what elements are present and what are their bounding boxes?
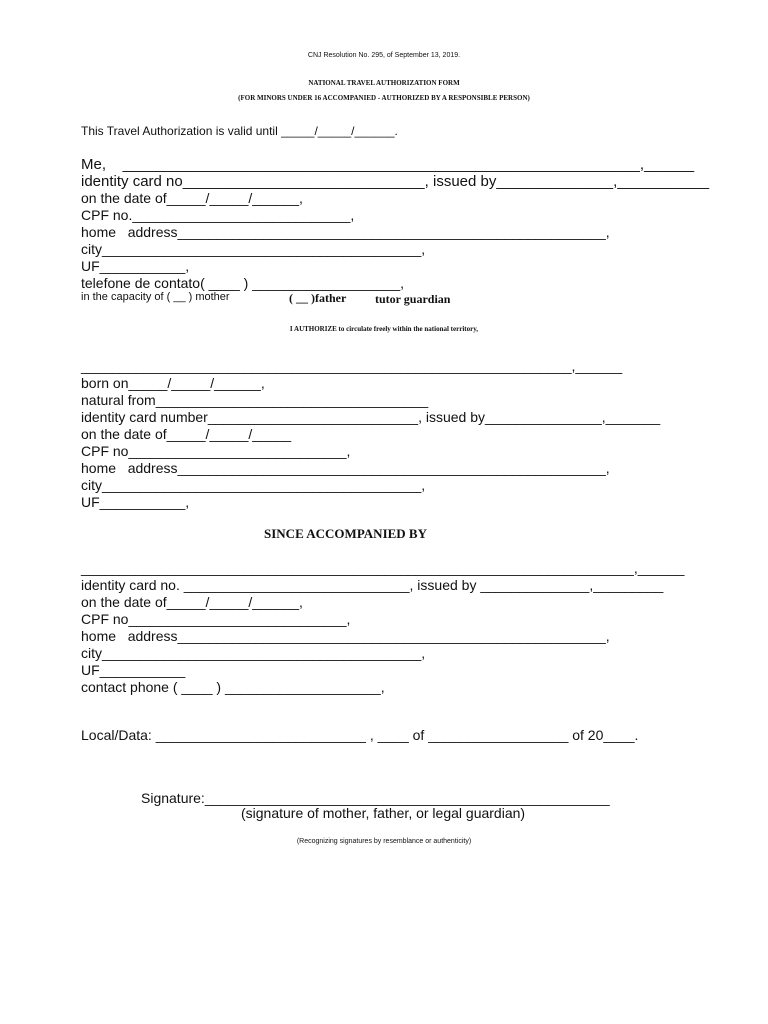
capacity-father-option[interactable]: ( __ )father (289, 291, 347, 305)
companion-name-field[interactable]: _______________________________________________________________________,______ (81, 560, 685, 576)
authorize-heading: I AUTHORIZE to circulate freely within the national territory, (289, 325, 479, 333)
guardian-address-field[interactable]: home address_______________________________________________________, (81, 224, 610, 240)
minor-date-field[interactable]: on the date of_____/_____/_____ (81, 426, 292, 442)
guardian-uf-field[interactable]: UF___________, (81, 258, 190, 274)
signature-field[interactable]: Signature:____________________________________________________ (141, 790, 610, 806)
form-title: NATIONAL TRAVEL AUTHORIZATION FORM (308, 79, 460, 87)
guardian-city-field[interactable]: city_________________________________________, (81, 241, 426, 257)
capacity-tutor-option[interactable]: tutor guardian (375, 292, 451, 306)
minor-uf-field[interactable]: UF___________, (81, 494, 190, 510)
local-date-field[interactable]: Local/Data: ___________________________ , ____ of __________________ of 20____. (81, 727, 639, 743)
guardian-name-field[interactable]: Me, ______________________________________________________________,______ (81, 156, 695, 173)
minor-birth-date-field[interactable]: born on_____/_____/______, (81, 375, 265, 391)
recognition-note: (Recognizing signatures by resemblance or authenticity) (296, 838, 472, 845)
resolution-reference: CNJ Resolution No. 295, of September 13, 2019. (307, 52, 461, 59)
companion-date-field[interactable]: on the date of_____/_____/______, (81, 594, 303, 610)
guardian-phone-field[interactable]: telefone de contato( ____ ) ___________________, (81, 275, 405, 291)
companion-cpf-field[interactable]: CPF no____________________________, (81, 611, 351, 627)
form-subtitle: (FOR MINORS UNDER 16 ACCOMPANIED - AUTHORIZED BY A RESPONSIBLE PERSON) (238, 94, 530, 102)
companion-address-field[interactable]: home address_______________________________________________________, (81, 628, 610, 644)
guardian-date-field[interactable]: on the date of_____/_____/______, (81, 190, 303, 206)
minor-address-field[interactable]: home address_______________________________________________________, (81, 460, 610, 476)
companion-identity-field[interactable]: identity card no. _____________________________, issued by ______________,_________ (81, 577, 664, 593)
minor-natural-from-field[interactable]: natural from___________________________________ (81, 392, 429, 408)
minor-cpf-field[interactable]: CPF no____________________________, (81, 443, 351, 459)
companion-phone-field[interactable]: contact phone ( ____ ) ____________________, (81, 679, 385, 695)
minor-identity-field[interactable]: identity card number___________________________, issued by_______________,_______ (81, 409, 661, 425)
capacity-mother-option[interactable]: in the capacity of ( __ ) mother (81, 291, 230, 303)
validity-field[interactable]: This Travel Authorization is valid until _____/_____/______. (81, 124, 398, 138)
signature-caption: (signature of mother, father, or legal guardian) (241, 805, 526, 821)
companion-uf-field[interactable]: UF___________ (81, 662, 186, 678)
companion-city-field[interactable]: city_________________________________________, (81, 645, 426, 661)
accompanied-heading: SINCE ACCOMPANIED BY (264, 526, 427, 541)
guardian-cpf-field[interactable]: CPF no.____________________________, (81, 207, 355, 223)
guardian-identity-field[interactable]: identity card no_____________________________, issued by______________,___________ (81, 173, 710, 190)
minor-city-field[interactable]: city_________________________________________, (81, 477, 426, 493)
minor-name-field[interactable]: _______________________________________________________________,______ (81, 358, 623, 374)
